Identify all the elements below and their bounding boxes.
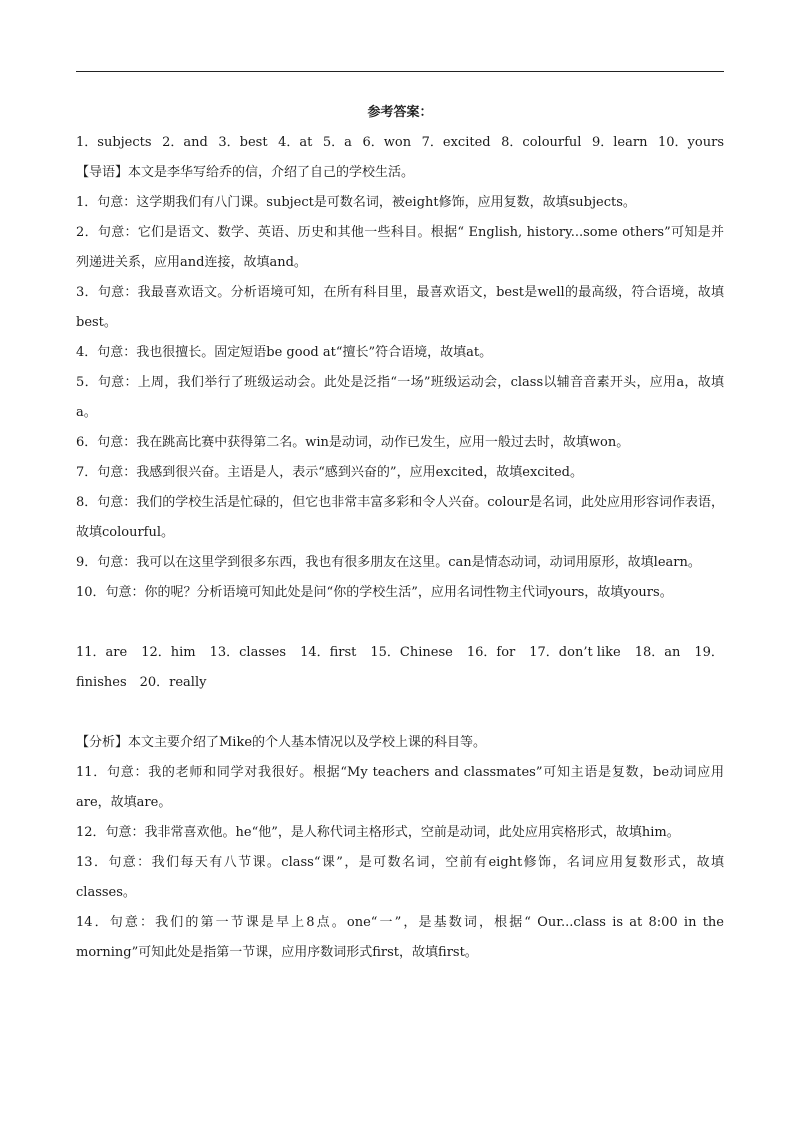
explanation-paragraph: 10．句意：你的呢？分析语境可知此处是问“你的学校生活”，应用名词性物主代词yours，故填yours。 [76,585,673,600]
answer-item: 1．subjects [76,135,152,150]
answer-item: 16．for [466,645,516,660]
answer-item: 13．classes [209,645,287,660]
answer-list-1 [76,128,724,158]
answer-item: 9．learn [592,135,648,150]
answer-list-2 [76,638,724,668]
explanation-paragraph: 2．句意：它们是语文、数学、英语、历史和其他一些科目。根据“ English, history...some others”可知是并列递进关系，应用and连接，故填and。 [76,225,724,270]
answer-item: 7．excited [421,135,491,150]
answer-item: 19． [694,645,724,660]
explanation-paragraph: 11．句意：我的老师和同学对我很好。根据“My teachers and classmates”可知主语是复数，be动词应用are，故填are。 [76,765,724,810]
answer-item: 5．a [322,135,352,150]
answer-item: 10．yours [658,135,724,150]
explanation-paragraph: 14．句意：我们的第一节课是早上8点。one“一”，是基数词，根据“ Our...class is at 8:00 in the morning”可知此处是指第一节课，应用序数词形式first，故填first。 [76,915,724,960]
answer-item: 14．first [300,645,357,660]
explanation-paragraph: 6．句意：我在跳高比赛中获得第二名。win是动词，动作已发生，应用一般过去时，故填won。 [76,435,630,450]
answer-document [76,98,724,968]
header-rule [76,71,724,72]
answer-item: 3．best [218,135,268,150]
analysis-paragraph: 【分析】本文主要介绍了Mike的个人基本情况以及学校上课的科目等。 [76,735,487,750]
answer-item: 12．him [141,645,196,660]
answer-item: 18．an [634,645,681,660]
explanation-paragraph: 5．句意：上周，我们举行了班级运动会。此处是泛指“一场”班级运动会，class以辅音音素开头，应用a，故填a。 [76,375,724,420]
answer-list-2-continued: finishes 20．really [76,675,207,690]
answer-item: 2．and [162,135,208,150]
explanation-paragraph: 4．句意：我也很擅长。固定短语be good at“擅长”符合语境，故填at。 [76,345,493,360]
answer-item: 17．don’t like [529,645,621,660]
explanation-paragraph: 13．句意：我们每天有八节课。class“课”，是可数名词，空前有eight修饰，名词应用复数形式，故填classes。 [76,855,724,900]
answer-item: 15．Chinese [370,645,453,660]
answer-item: 6．won [362,135,412,150]
explanation-paragraph: 1．句意：这学期我们有八门课。subject是可数名词，被eight修饰，应用复数，故填subjects。 [76,195,636,210]
explanation-paragraph: 8．句意：我们的学校生活是忙碌的，但它也非常丰富多彩和令人兴奋。colour是名词，此处应用形容词作表语，故填colourful。 [76,495,724,540]
answer-item: 4．at [278,135,313,150]
section-spacer [76,608,724,638]
answer-item: 11．are [76,645,128,660]
explanation-paragraph: 9．句意：我可以在这里学到很多东西，我也有很多朋友在这里。can是情态动词，动词用原形，故填learn。 [76,555,701,570]
section-spacer [76,698,724,728]
explanation-paragraph: 3．句意：我最喜欢语文。分析语境可知，在所有科目里，最喜欢语文，best是well的最高级，符合语境，故填best。 [76,285,724,330]
guide-paragraph: 【导语】本文是李华写给乔的信，介绍了自己的学校生活。 [76,165,415,180]
page-title: 参考答案： [367,105,433,120]
answer-item: 8．colourful [501,135,582,150]
explanation-paragraph: 12．句意：我非常喜欢他。he“他”，是人称代词主格形式，空前是动词，此处应用宾格形式，故填him。 [76,825,680,840]
explanation-paragraph: 7．句意：我感到很兴奋。主语是人，表示“感到兴奋的”，应用excited，故填excited。 [76,465,583,480]
